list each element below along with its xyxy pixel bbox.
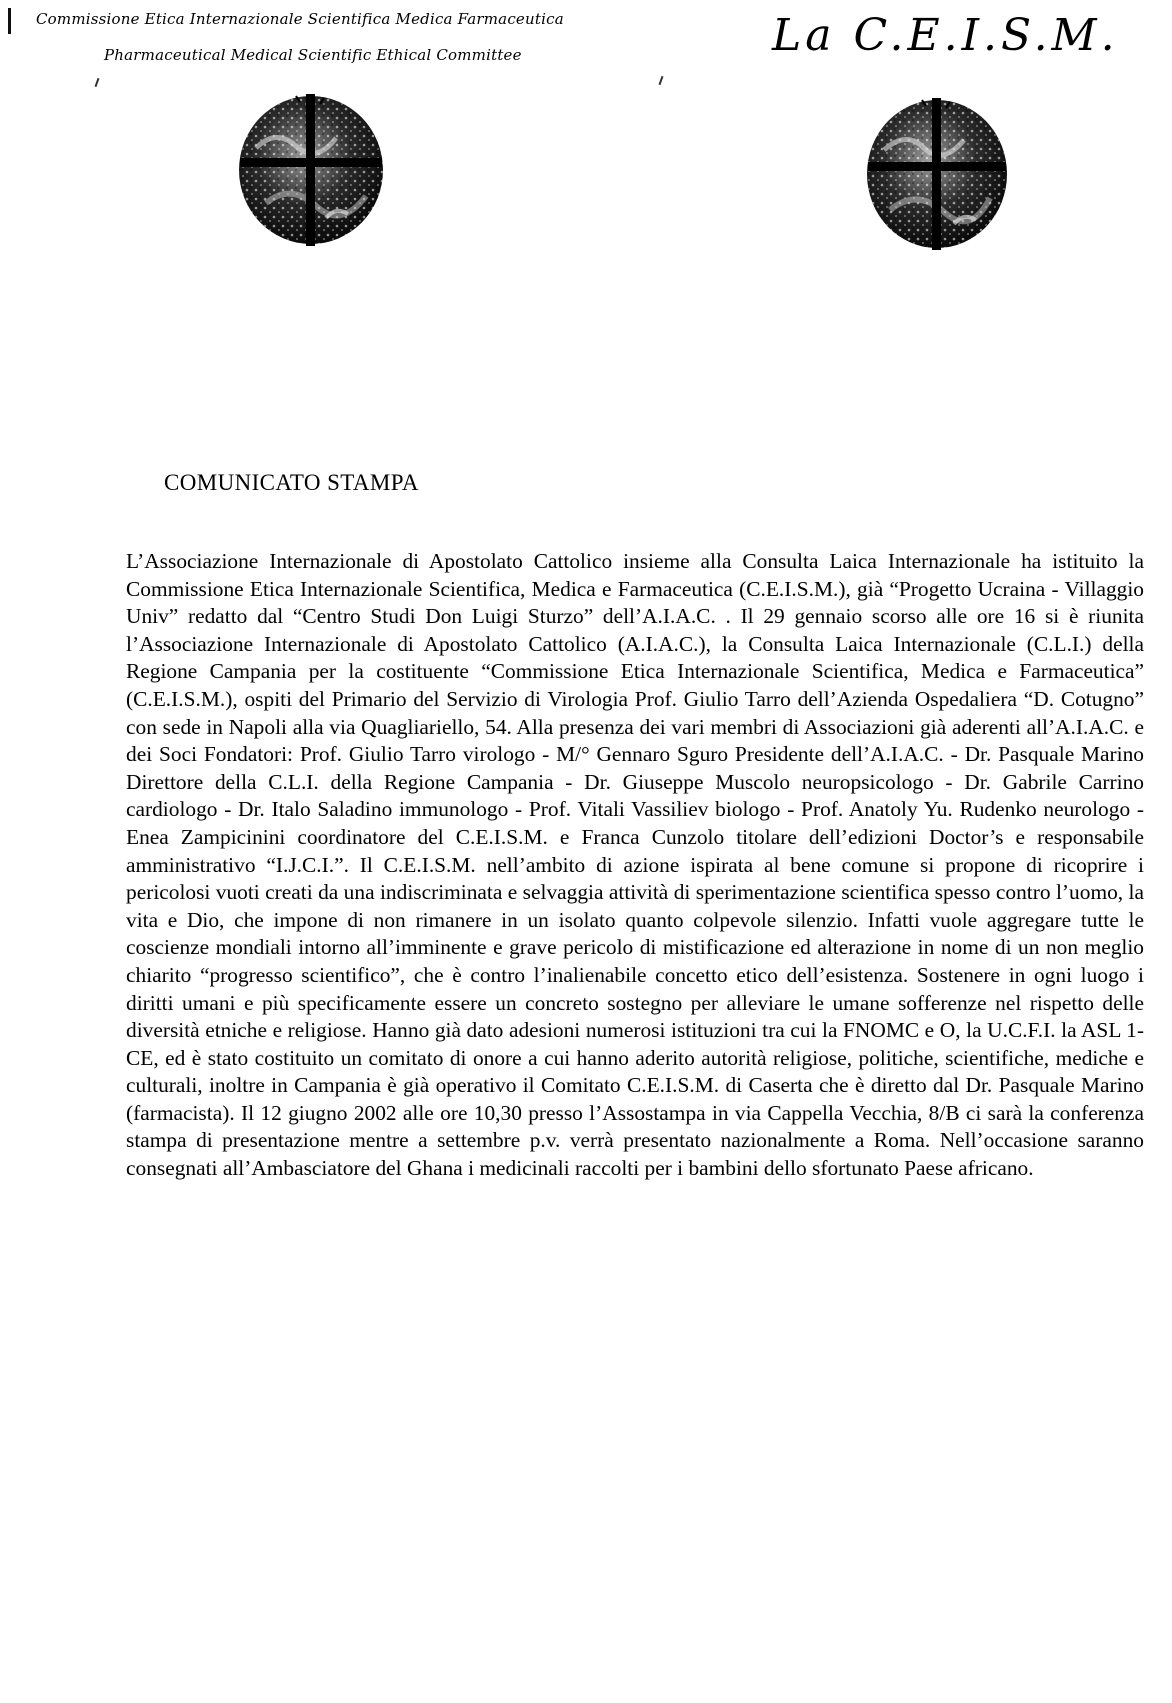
globe-cross-logo-left	[236, 88, 386, 248]
press-release-body: L’Associazione Internazionale di Apostolato Cattolico insieme alla Consulta Laica Internazionale ha istituito la Commissione Etica Internazionale Scientifica, Medica e Farmaceutica (C.E.I.S.M.), già “Progetto Ucraina - Villaggio Univ” redatto dal “Centro Studi Don Luigi Sturzo” dell’A.I.A.C. . Il 29 gennaio scorso alle ore 16 si è riunita l’Associazione Internazionale di Apostolato Cattolico (A.I.A.C.), la Consulta Laica Internazionale (C.L.I.) della Regione Campania per la costituente “Commissione Etica Internazionale Scientifica, Medica e Farmaceutica” (C.E.I.S.M.), ospiti del Primario del Servizio di Virologia Prof. Giulio Tarro dell’Azienda Ospedaliera “D. Cotugno” con sede in Napoli alla via Quagliariello, 54. Alla presenza dei vari membri di Associazioni già aderenti all’A.I.A.C. e dei Soci Fondatori: Prof. Giulio Tarro virologo - M/° Gennaro Sguro Presidente dell’A.I.A.C. - Dr. Pasquale Marino Direttore della C.L.I. della Regione Campania - Dr. Giuseppe Muscolo neuropsicologo - Dr. Gabrile Carrino cardiologo - Dr. Italo Saladino immunologo - Prof. Vitali Vassiliev biologo - Prof. Anatoly Yu. Rudenko neurologo - Enea Zampicinini coordinatore del C.E.I.S.M. e Franca Cunzolo titolare dell’edizioni Doctor’s e responsabile amministrativo “I.J.C.I.”. Il C.E.I.S.M. nell’ambito di azione ispirata al bene comune si propone di ricoprire i pericolosi vuoti creati da una indiscriminata e selvaggia attività di sperimentazione scientifica spesso contro l’uomo, la vita e Dio, che impone di non rimanere in un isolato quanto colpevole silenzio. Infatti vuole aggregare tutte le coscienze mondiali intorno all’imminente e grave pericolo di mistificazione ed alterazione in nome di un non meglio chiarito “progresso scientifico”, che è contro l’inalienabile concetto etico dell’esistenza. Sostenere in ogni luogo i diritti umani e più specificamente essere un concreto sostegno per alleviare le umane sofferenze nel rispetto delle diversità etniche e religiose. Hanno già dato adesioni numerosi istituzioni tra cui la FNOMC e O, la U.C.F.I. la ASL 1-CE, ed è stato costituito un comitato di onore a cui hanno aderito autorità religiose, politiche, scientifiche, mediche e culturali, inoltre in Campania è già operativo il Comitato C.E.I.S.M. di Caserta che è diretto dal Dr. Pasquale Marino (farmacista). Il 12 giugno 2002 alle ore 10,30 presso l’Assostampa in via Cappella Vecchia, 8/B ci sarà la conferenza stampa di presentazione mentre a settembre p.v. verrà presentato nazionalmente a Roma. Nell’occasione saranno consegnati all’Ambasciatore del Ghana i medicinali raccolti per i bambini dello sfortunato Paese africano.	[126, 549, 1144, 1181]
globe-cross-icon	[236, 88, 386, 248]
letterhead-english-line: Pharmaceutical Medical Scientific Ethical Committee	[104, 46, 522, 64]
letterhead-tick-mark	[659, 76, 664, 85]
margin-mark	[8, 8, 11, 34]
letterhead-tick-mark	[95, 78, 100, 87]
globe-cross-icon	[862, 92, 1012, 252]
letterhead-brand: La C.E.I.S.M.	[772, 10, 1119, 61]
document-heading: COMUNICATO STAMPA	[164, 470, 419, 495]
globe-cross-logo-right	[862, 92, 1012, 252]
letterhead-italian-line: Commissione Etica Internazionale Scientifica Medica Farmaceutica	[36, 10, 564, 28]
